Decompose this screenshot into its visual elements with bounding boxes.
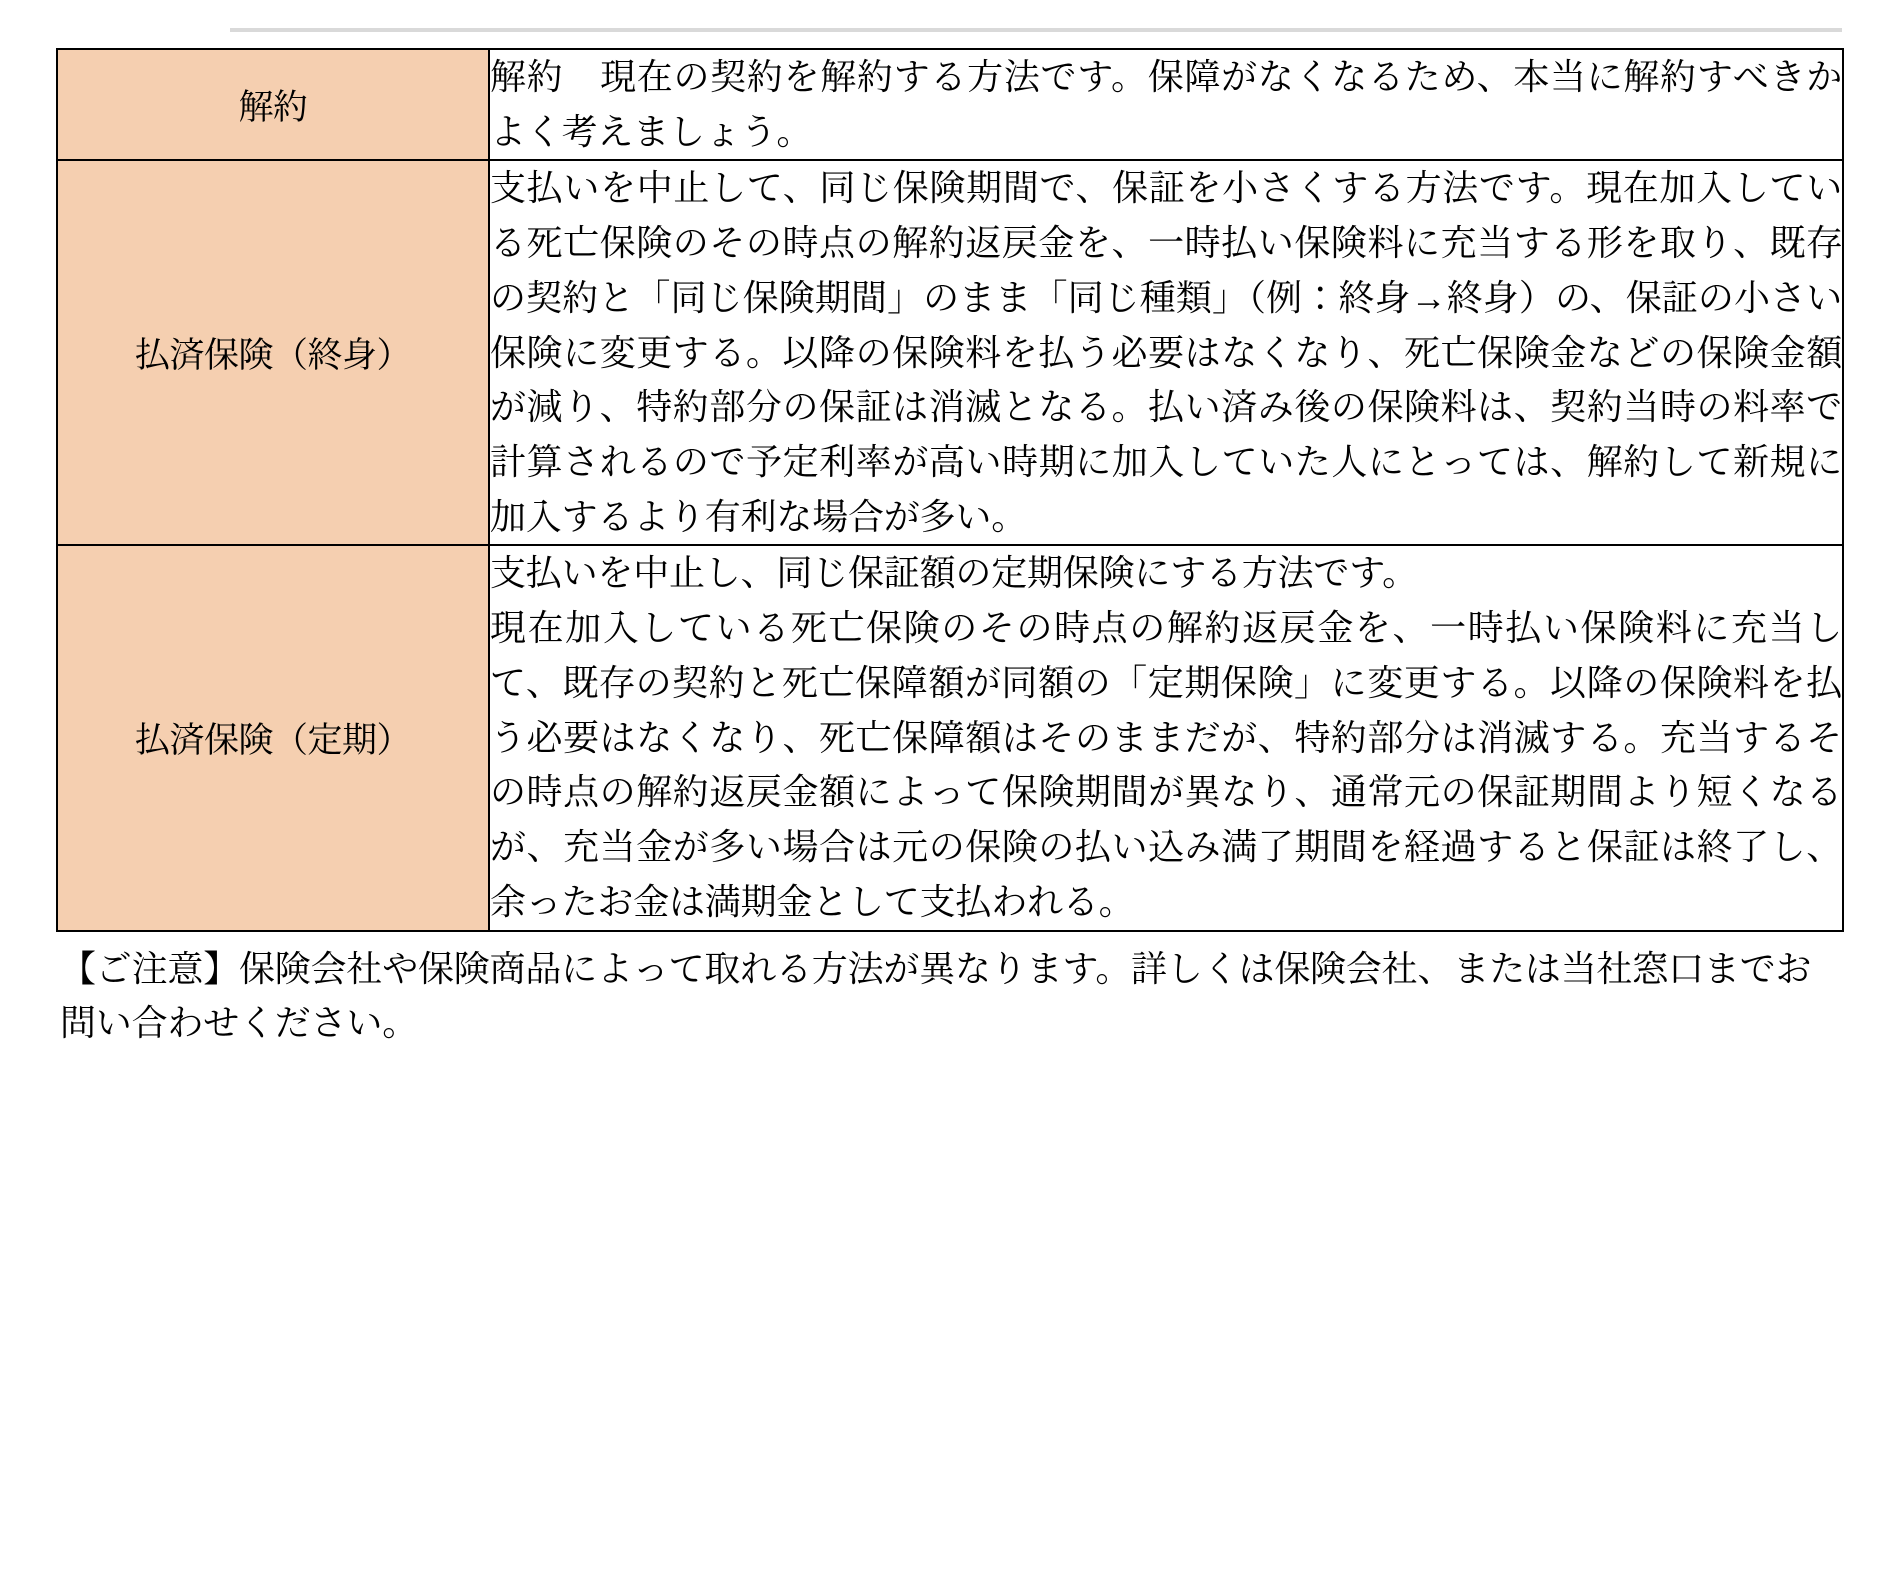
row-label-kaiyaku: 解約	[57, 49, 489, 160]
footnote-caution: 【ご注意】保険会社や保険商品によって取れる方法が異なります。詳しくは保険会社、または当社窓口までお問い合わせください。	[60, 947, 1812, 1044]
insurance-options-table	[56, 48, 1844, 932]
table-row	[57, 160, 1843, 545]
description-paragraph-first: 支払いを中止し、同じ保証額の定期保険にする方法です。	[490, 552, 1418, 594]
row-description-kaiyaku	[489, 49, 1843, 160]
description-paragraph: 解約 現在の契約を解約する方法です。保障がなくなるため、本当に解約すべきかよく考えましょう。	[490, 56, 1842, 152]
description-paragraph-second: 現在加入している死亡保険のその時点の解約返戻金を、一時払い保険料に充当して、既存の契約と死亡保障額が同額の「定期保険」に変更する。以降の保険料を払う必要はなくなり、死亡保障額はそのままだが、特約部分は消滅する。充当するその時点の解約返戻金額によって保険期間が異なり、通常元の保証期間より短くなるが、充当金が多い場合は元の保険の払い込み満了期間を経過すると保証は終了し、余ったお金は満期金として支払われる。	[490, 607, 1842, 922]
row-description-haraizumi-shushin	[489, 160, 1843, 545]
row-description-haraizumi-teiki	[489, 545, 1843, 930]
description-paragraph: 支払いを中止して、同じ保険期間で、保証を小さくする方法です。現在加入している死亡保険のその時点の解約返戻金を、一時払い保険料に充当する形を取り、既存の契約と「同じ保険期間」のまま「同じ種類」（例：終身→終身）の、保証の小さい保険に変更する。以降の保険料を払う必要はなくなり、死亡保険金などの保険金額が減り、特約部分の保証は消滅となる。払い済み後の保険料は、契約当時の料率で計算されるので予定利率が高い時期に加入していた人にとっては、解約して新規に加入するより有利な場合が多い。	[490, 167, 1842, 537]
table-row	[57, 49, 1843, 160]
table-row	[57, 545, 1843, 930]
top-divider	[230, 28, 1842, 32]
row-label-haraizumi-shushin: 払済保険（終身）	[57, 160, 489, 545]
row-label-haraizumi-teiki: 払済保険（定期）	[57, 545, 489, 930]
